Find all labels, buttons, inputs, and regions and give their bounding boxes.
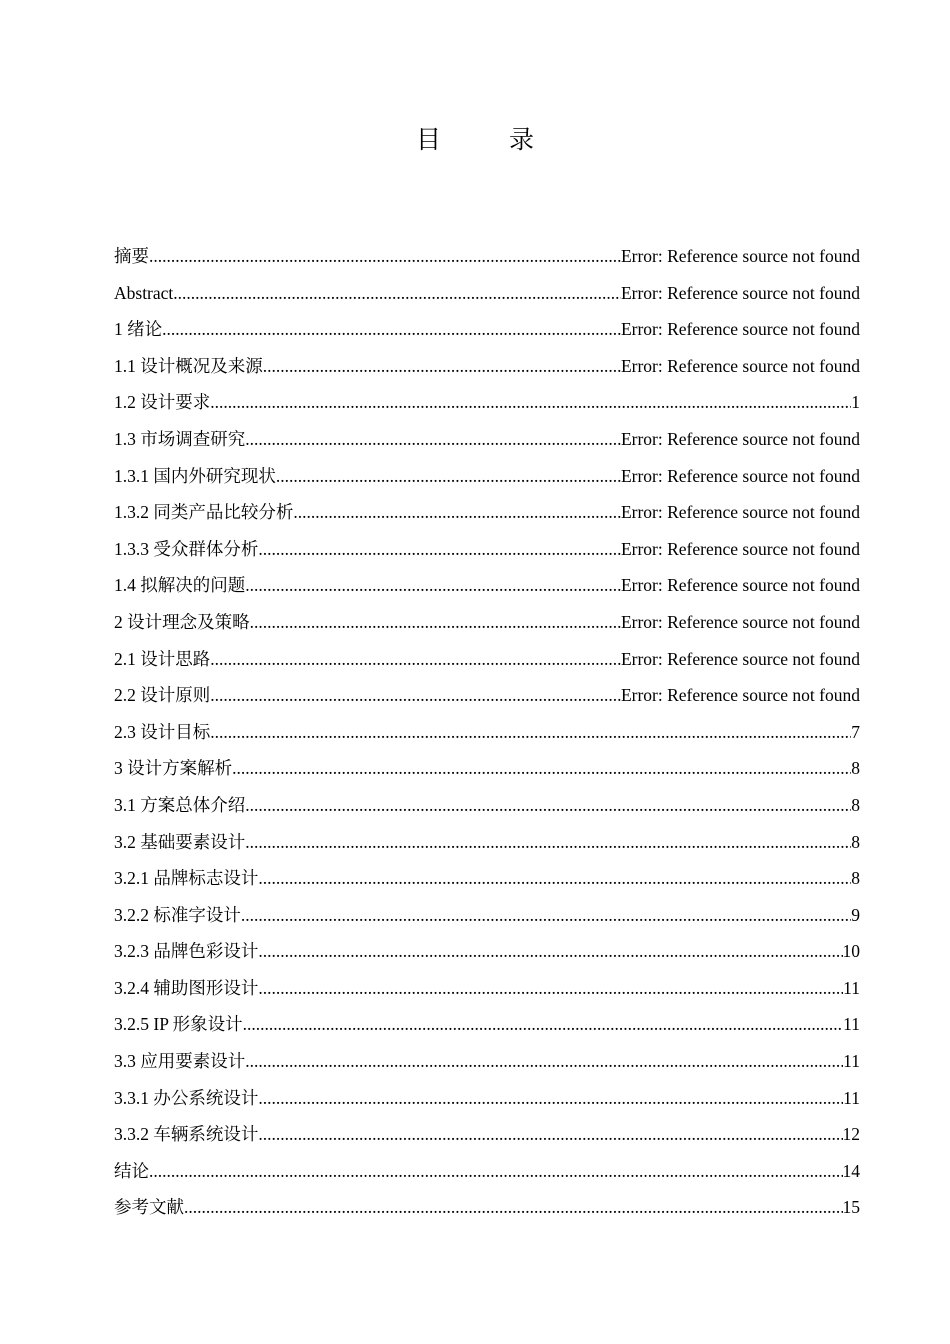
toc-entry[interactable] <box>114 458 860 495</box>
toc-entry-label: 结论 <box>114 1160 149 1181</box>
toc-entry-label: 3.3.1 办公系统设计 <box>114 1087 259 1108</box>
toc-leader-dots <box>173 275 621 312</box>
toc-leader-dots <box>162 311 621 348</box>
toc-entry-page: Error: Reference source not found <box>620 502 860 523</box>
toc-entry-page: 12 <box>842 1124 860 1145</box>
toc-entry[interactable] <box>114 1006 860 1043</box>
toc-leader-dots <box>263 348 621 385</box>
toc-entry-page: 15 <box>842 1197 860 1218</box>
toc-entry[interactable] <box>114 1043 860 1080</box>
toc-entry[interactable] <box>114 604 860 641</box>
toc-entry-label: 3.2.1 品牌标志设计 <box>114 868 259 889</box>
toc-leader-dots <box>232 750 851 787</box>
toc-entry[interactable] <box>114 897 860 934</box>
toc-entry-page: 11 <box>843 1051 860 1072</box>
toc-entry[interactable] <box>114 641 860 678</box>
toc-entry[interactable] <box>114 1116 860 1153</box>
toc-leader-dots <box>149 1153 843 1190</box>
toc-entry-label: 3 设计方案解析 <box>114 758 233 779</box>
toc-entry-label: 1.4 拟解决的问题 <box>114 575 246 596</box>
toc-entry[interactable] <box>114 677 860 714</box>
toc-entry-label: 1.3 市场调查研究 <box>114 428 246 449</box>
toc-leader-dots <box>258 970 843 1007</box>
toc-leader-dots <box>245 1043 843 1080</box>
toc-entry-label: 3.3 应用要素设计 <box>114 1051 246 1072</box>
toc-entry-page: Error: Reference source not found <box>620 465 860 486</box>
toc-entry-page: Error: Reference source not found <box>620 246 860 266</box>
toc-leader-dots <box>276 458 621 495</box>
toc-entry[interactable] <box>114 421 860 458</box>
toc-entry-label: 2.2 设计原则 <box>114 685 211 706</box>
toc-entry-page: Error: Reference source not found <box>620 611 860 632</box>
toc-leader-dots <box>210 641 621 678</box>
toc-entry-page: 1 <box>851 392 860 413</box>
toc-leader-dots <box>210 714 851 751</box>
toc-entry[interactable] <box>114 933 860 970</box>
toc-list <box>114 238 860 1226</box>
toc-leader-dots <box>258 860 851 897</box>
toc-entry-label: 摘要 <box>114 246 149 266</box>
toc-entry-label: 2.3 设计目标 <box>114 721 211 742</box>
toc-entry-page: 11 <box>843 1014 860 1035</box>
toc-leader-dots <box>245 567 621 604</box>
toc-leader-dots <box>250 604 621 641</box>
toc-entry-label: 3.2.4 辅助图形设计 <box>114 977 259 998</box>
toc-entry[interactable] <box>114 238 860 275</box>
toc-entry-page: Error: Reference source not found <box>620 575 860 596</box>
toc-entry-label: 1 绪论 <box>114 319 163 340</box>
toc-entry[interactable] <box>114 348 860 385</box>
toc-entry[interactable] <box>114 787 860 824</box>
toc-leader-dots <box>210 677 621 714</box>
toc-leader-dots <box>258 1080 843 1117</box>
toc-leader-dots <box>258 933 842 970</box>
toc-entry[interactable] <box>114 384 860 421</box>
toc-leader-dots <box>293 494 621 531</box>
toc-entry-label: 1.2 设计要求 <box>114 392 211 413</box>
toc-entry-page: Error: Reference source not found <box>620 428 860 449</box>
toc-entry-page: Error: Reference source not found <box>620 355 860 376</box>
toc-entry[interactable] <box>114 750 860 787</box>
toc-entry-label: 1.3.3 受众群体分析 <box>114 538 259 559</box>
toc-entry-page: 8 <box>851 831 860 852</box>
toc-entry-label: 3.2 基础要素设计 <box>114 831 246 852</box>
toc-entry-label: 2 设计理念及策略 <box>114 611 250 632</box>
toc-leader-dots <box>149 238 621 275</box>
toc-title: 目 录 <box>416 125 564 154</box>
toc-entry-page: 14 <box>842 1160 860 1181</box>
toc-entry[interactable] <box>114 494 860 531</box>
toc-entry-page: 7 <box>851 721 860 742</box>
toc-entry[interactable] <box>114 1189 860 1226</box>
toc-entry-page: 11 <box>843 977 860 998</box>
toc-leader-dots <box>245 824 851 861</box>
toc-entry-page: 8 <box>851 868 860 889</box>
toc-entry-label: 1.1 设计概况及来源 <box>114 355 263 376</box>
toc-entry[interactable] <box>114 531 860 568</box>
toc-leader-dots <box>241 897 851 934</box>
toc-entry[interactable] <box>114 824 860 861</box>
toc-entry-page: Error: Reference source not found <box>620 538 860 559</box>
toc-entry-page: Error: Reference source not found <box>620 319 860 340</box>
toc-entry[interactable] <box>114 275 860 312</box>
toc-entry-page: 9 <box>851 904 860 925</box>
toc-entry-page: 8 <box>851 758 860 779</box>
toc-entry-page: 8 <box>851 794 860 815</box>
toc-leader-dots <box>184 1189 843 1226</box>
toc-leader-dots <box>210 384 851 421</box>
toc-entry-label: 3.2.3 品牌色彩设计 <box>114 941 259 962</box>
toc-entry-page: Error: Reference source not found <box>620 282 860 303</box>
toc-leader-dots <box>258 1116 842 1153</box>
toc-entry[interactable] <box>114 860 860 897</box>
toc-entry[interactable] <box>114 311 860 348</box>
toc-entry-label: 1.3.2 同类产品比较分析 <box>114 502 294 523</box>
toc-entry[interactable] <box>114 714 860 751</box>
toc-entry-label: 参考文献 <box>114 1197 184 1218</box>
toc-entry-label: 1.3.1 国内外研究现状 <box>114 465 276 486</box>
toc-leader-dots <box>245 787 851 824</box>
toc-entry[interactable] <box>114 567 860 604</box>
toc-entry-page: 11 <box>843 1087 860 1108</box>
toc-entry-label: 2.1 设计思路 <box>114 648 211 669</box>
toc-entry[interactable] <box>114 970 860 1007</box>
toc-entry-label: 3.2.5 IP 形象设计 <box>114 1014 243 1035</box>
toc-entry-label: Abstract <box>114 282 174 303</box>
toc-entry[interactable] <box>114 1080 860 1117</box>
toc-entry-page: Error: Reference source not found <box>620 648 860 669</box>
toc-leader-dots <box>243 1006 843 1043</box>
toc-entry-label: 3.2.2 标准字设计 <box>114 904 241 925</box>
toc-entry-label: 3.1 方案总体介绍 <box>114 794 246 815</box>
toc-entry-page: 10 <box>842 941 860 962</box>
toc-entry-page: Error: Reference source not found <box>620 685 860 706</box>
toc-entry[interactable] <box>114 1153 860 1190</box>
toc-leader-dots <box>245 421 621 458</box>
toc-leader-dots <box>258 531 621 568</box>
toc-entry-label: 3.3.2 车辆系统设计 <box>114 1124 259 1145</box>
